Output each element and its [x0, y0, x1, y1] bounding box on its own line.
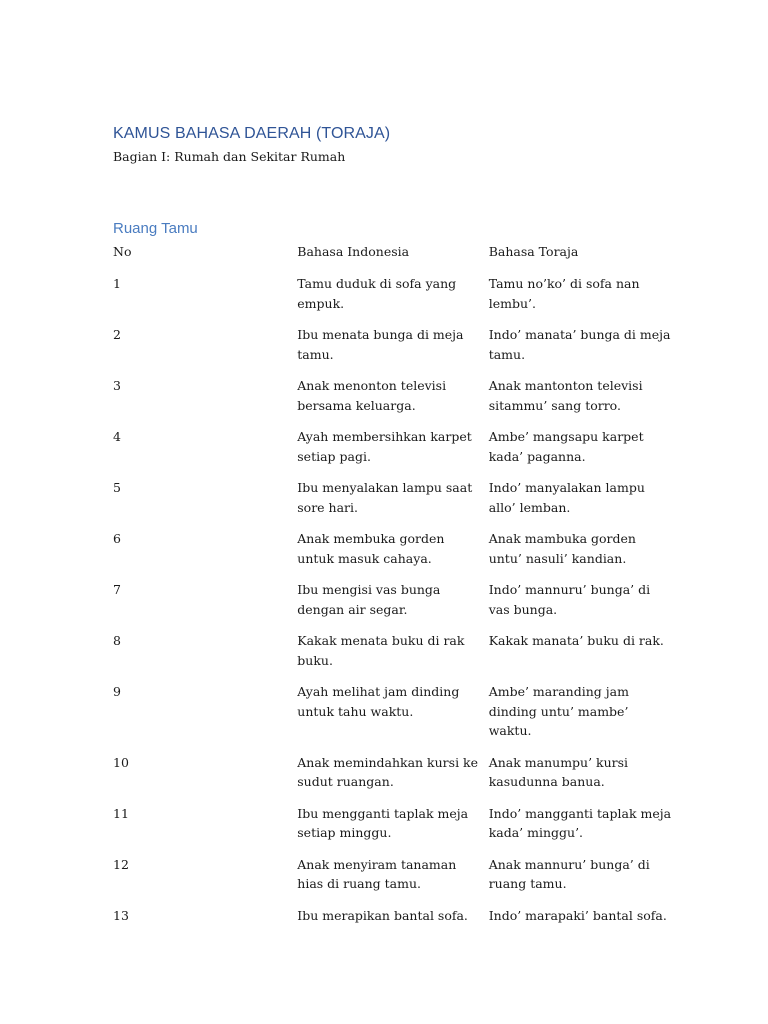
- table-row: [113, 855, 673, 906]
- table-row: [113, 682, 673, 753]
- table-row: [113, 478, 673, 529]
- table-body: [113, 274, 673, 937]
- toraja-sentence: Ambe’ mangsapu karpet kada’ paganna.: [488, 429, 644, 464]
- column-header-toraja: Bahasa Toraja: [488, 244, 579, 259]
- toraja-sentence: Indo’ manyalakan lampu allo’ lemban.: [488, 480, 645, 515]
- row-number: 6: [113, 531, 121, 546]
- document-title: KAMUS BAHASA DAERAH (TORAJA): [113, 125, 391, 142]
- table-row: [113, 753, 673, 804]
- table-row: [113, 427, 673, 478]
- indonesian-sentence: Ibu merapikan bantal sofa.: [297, 907, 468, 923]
- row-number: 10: [113, 754, 129, 770]
- table-row: [113, 376, 673, 427]
- toraja-sentence: Anak mambuka gorden untu’ nasuli’ kandian.: [488, 531, 636, 566]
- row-number: 4: [113, 429, 121, 444]
- table-row: [113, 529, 673, 580]
- column-header-no: No: [113, 244, 132, 259]
- row-number: 2: [113, 327, 121, 342]
- row-number: 7: [113, 582, 121, 597]
- row-number: 12: [113, 856, 129, 872]
- toraja-sentence: Anak mantonton televisi sitammu’ sang torro.: [488, 378, 643, 413]
- indonesian-sentence: Ibu mengisi vas bunga dengan air segar.: [297, 582, 441, 617]
- table-row: [113, 274, 673, 325]
- column-header-indonesia: Bahasa Indonesia: [297, 244, 410, 259]
- indonesian-sentence: Anak memindahkan kursi ke sudut ruangan.: [297, 754, 479, 789]
- table-header-row: [113, 242, 673, 274]
- indonesian-sentence: Anak menonton televisi bersama keluarga.: [297, 378, 447, 413]
- row-number: 9: [113, 684, 121, 699]
- table-row: [113, 906, 673, 938]
- row-number: 8: [113, 633, 121, 648]
- table-row: [113, 580, 673, 631]
- row-number: 3: [113, 378, 121, 393]
- indonesian-sentence: Ayah melihat jam dinding untuk tahu waktu.: [297, 684, 460, 719]
- document-subtitle: Bagian I: Rumah dan Sekitar Rumah: [113, 149, 346, 164]
- indonesian-sentence: Ibu mengganti taplak meja setiap minggu.: [297, 805, 469, 840]
- row-number: 13: [113, 907, 129, 923]
- toraja-sentence: Indo’ marapaki’ bantal sofa.: [488, 907, 667, 923]
- toraja-sentence: Indo’ mannuru’ bunga’ di vas bunga.: [488, 582, 651, 617]
- table-row: [113, 804, 673, 855]
- indonesian-sentence: Ibu menyalakan lampu saat sore hari.: [297, 480, 473, 515]
- toraja-sentence: Anak mannuru’ bunga’ di ruang tamu.: [488, 856, 650, 891]
- row-number: 1: [113, 276, 121, 291]
- indonesian-sentence: Tamu duduk di sofa yang empuk.: [297, 276, 457, 311]
- section-heading: Ruang Tamu: [113, 220, 198, 237]
- indonesian-sentence: Anak membuka gorden untuk masuk cahaya.: [297, 531, 445, 566]
- table-row: [113, 325, 673, 376]
- toraja-sentence: Kakak manata’ buku di rak.: [488, 633, 664, 648]
- indonesian-sentence: Ayah membersihkan karpet setiap pagi.: [297, 429, 472, 464]
- indonesian-sentence: Kakak menata buku di rak buku.: [297, 633, 465, 668]
- row-number: 11: [113, 805, 129, 821]
- toraja-sentence: Ambe’ maranding jam dinding untu’ mambe’ waktu.: [488, 684, 629, 738]
- indonesian-sentence: Ibu menata bunga di meja tamu.: [297, 327, 464, 362]
- vocabulary-table: [113, 242, 673, 937]
- toraja-sentence: Indo’ mangganti taplak meja kada’ minggu’.: [488, 805, 672, 840]
- toraja-sentence: Anak manumpu’ kursi kasudunna banua.: [488, 754, 629, 789]
- toraja-sentence: Tamu no’ko’ di sofa nan lembu’.: [488, 276, 640, 311]
- table-row: [113, 631, 673, 682]
- row-number: 5: [113, 480, 121, 495]
- toraja-sentence: Indo’ manata’ bunga di meja tamu.: [488, 327, 671, 362]
- indonesian-sentence: Anak menyiram tanaman hias di ruang tamu.: [297, 856, 457, 891]
